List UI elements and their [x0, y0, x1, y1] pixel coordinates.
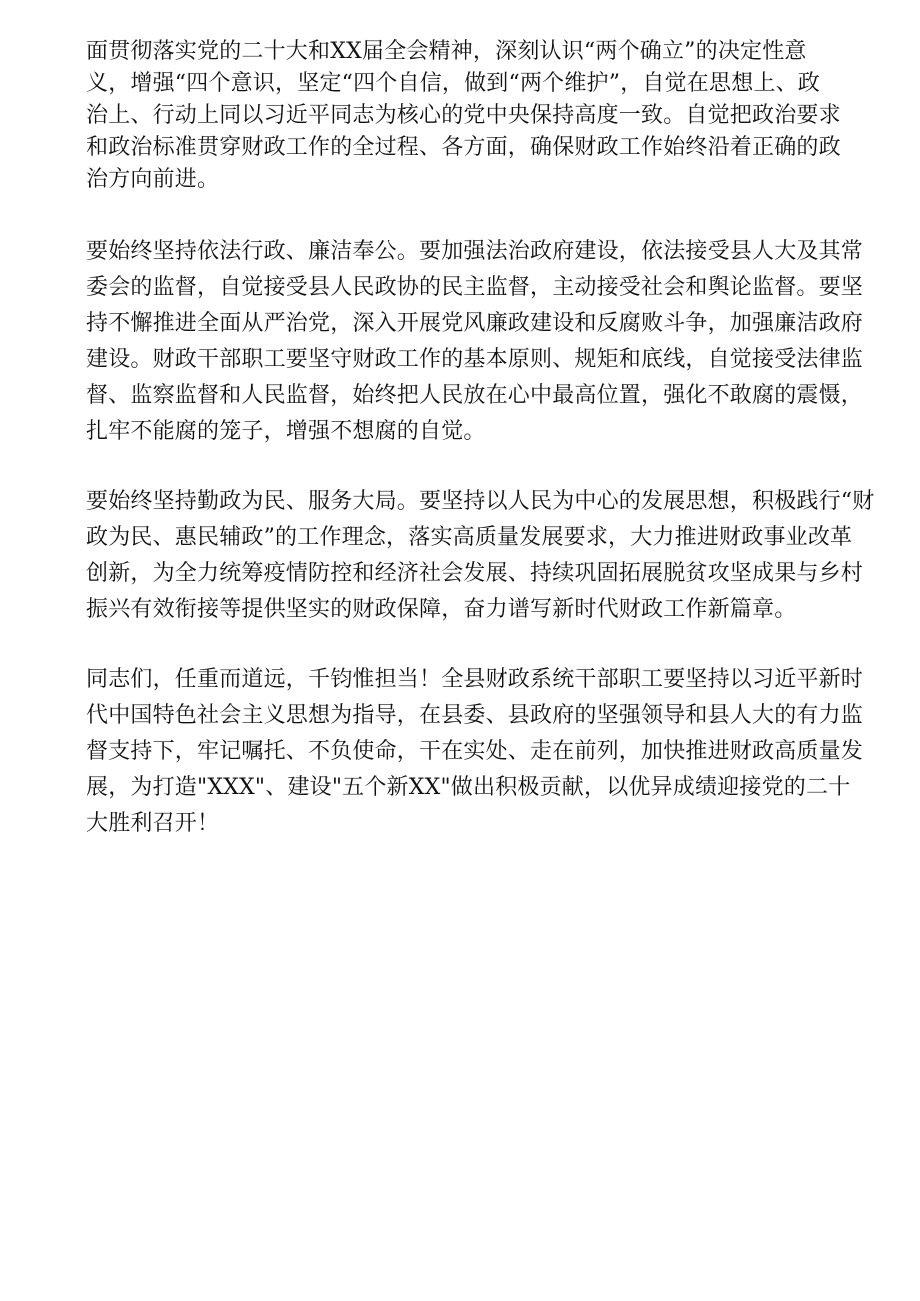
document-body: [86, 36, 906, 842]
paragraph-3: 要始终坚持勤政为民、服务大局。要坚持以人民为中心的发展思想，积极践行“财 政为民、惠民辅政”的工作理念，落实高质量发展要求，大力推进财政事业改革 创新，为全力统筹疫情防控和经济社会发展、持续巩固拓展脱贫攻坚成果与乡村 振兴有效衔接等提供坚实的财政保障，奋力谱写新时代财政工作新篇章。: [86, 489, 875, 622]
paragraph-4: 同志们，任重而道远，千钧惟担当！全县财政系统干部职工要坚持以习近平新时 代中国特色社会主义思想为指导，在县委、县政府的坚强领导和县人大的有力监 督支持下，牢记嘱托、不负使命，干在实处、走在前列，加快推进财政高质量发 展，为打造"XXX"、建设"五个新XX"做出积极贡献，以优异成绩迎接党的二十 大胜利召开！: [86, 667, 864, 836]
paragraph-1: 面贯彻落实党的二十大和XX届全会精神，深刻认识“两个确立”的决定性意 义，增强“四个意识，坚定“四个自信，做到“两个维护”，自觉在思想上、政 治上、行动上同以习近平同志为核心的党中央保持高度一致。自觉把政治要求 和政治标准贯穿财政工作的全过程、各方面，确保财政工作始终沿着正确的政 治方向前进。: [86, 39, 841, 192]
paragraph-2: 要始终坚持依法行政、廉洁奉公。要加强法治政府建设，依法接受县人大及其常 委会的监督，自觉接受县人民政协的民主监督，主动接受社会和舆论监督。要坚 持不懈推进全面从严治党，深入开展党风廉政建设和反腐败斗争，加强廉洁政府 建设。财政干部职工要坚守财政工作的基本原则、规矩和底线，自觉接受法律监 督、监察监督和人民监督，始终把人民放在心中最高位置，强化不敢腐的震慑， 扎牢不能腐的笼子，增强不想腐的自觉。: [86, 239, 864, 444]
